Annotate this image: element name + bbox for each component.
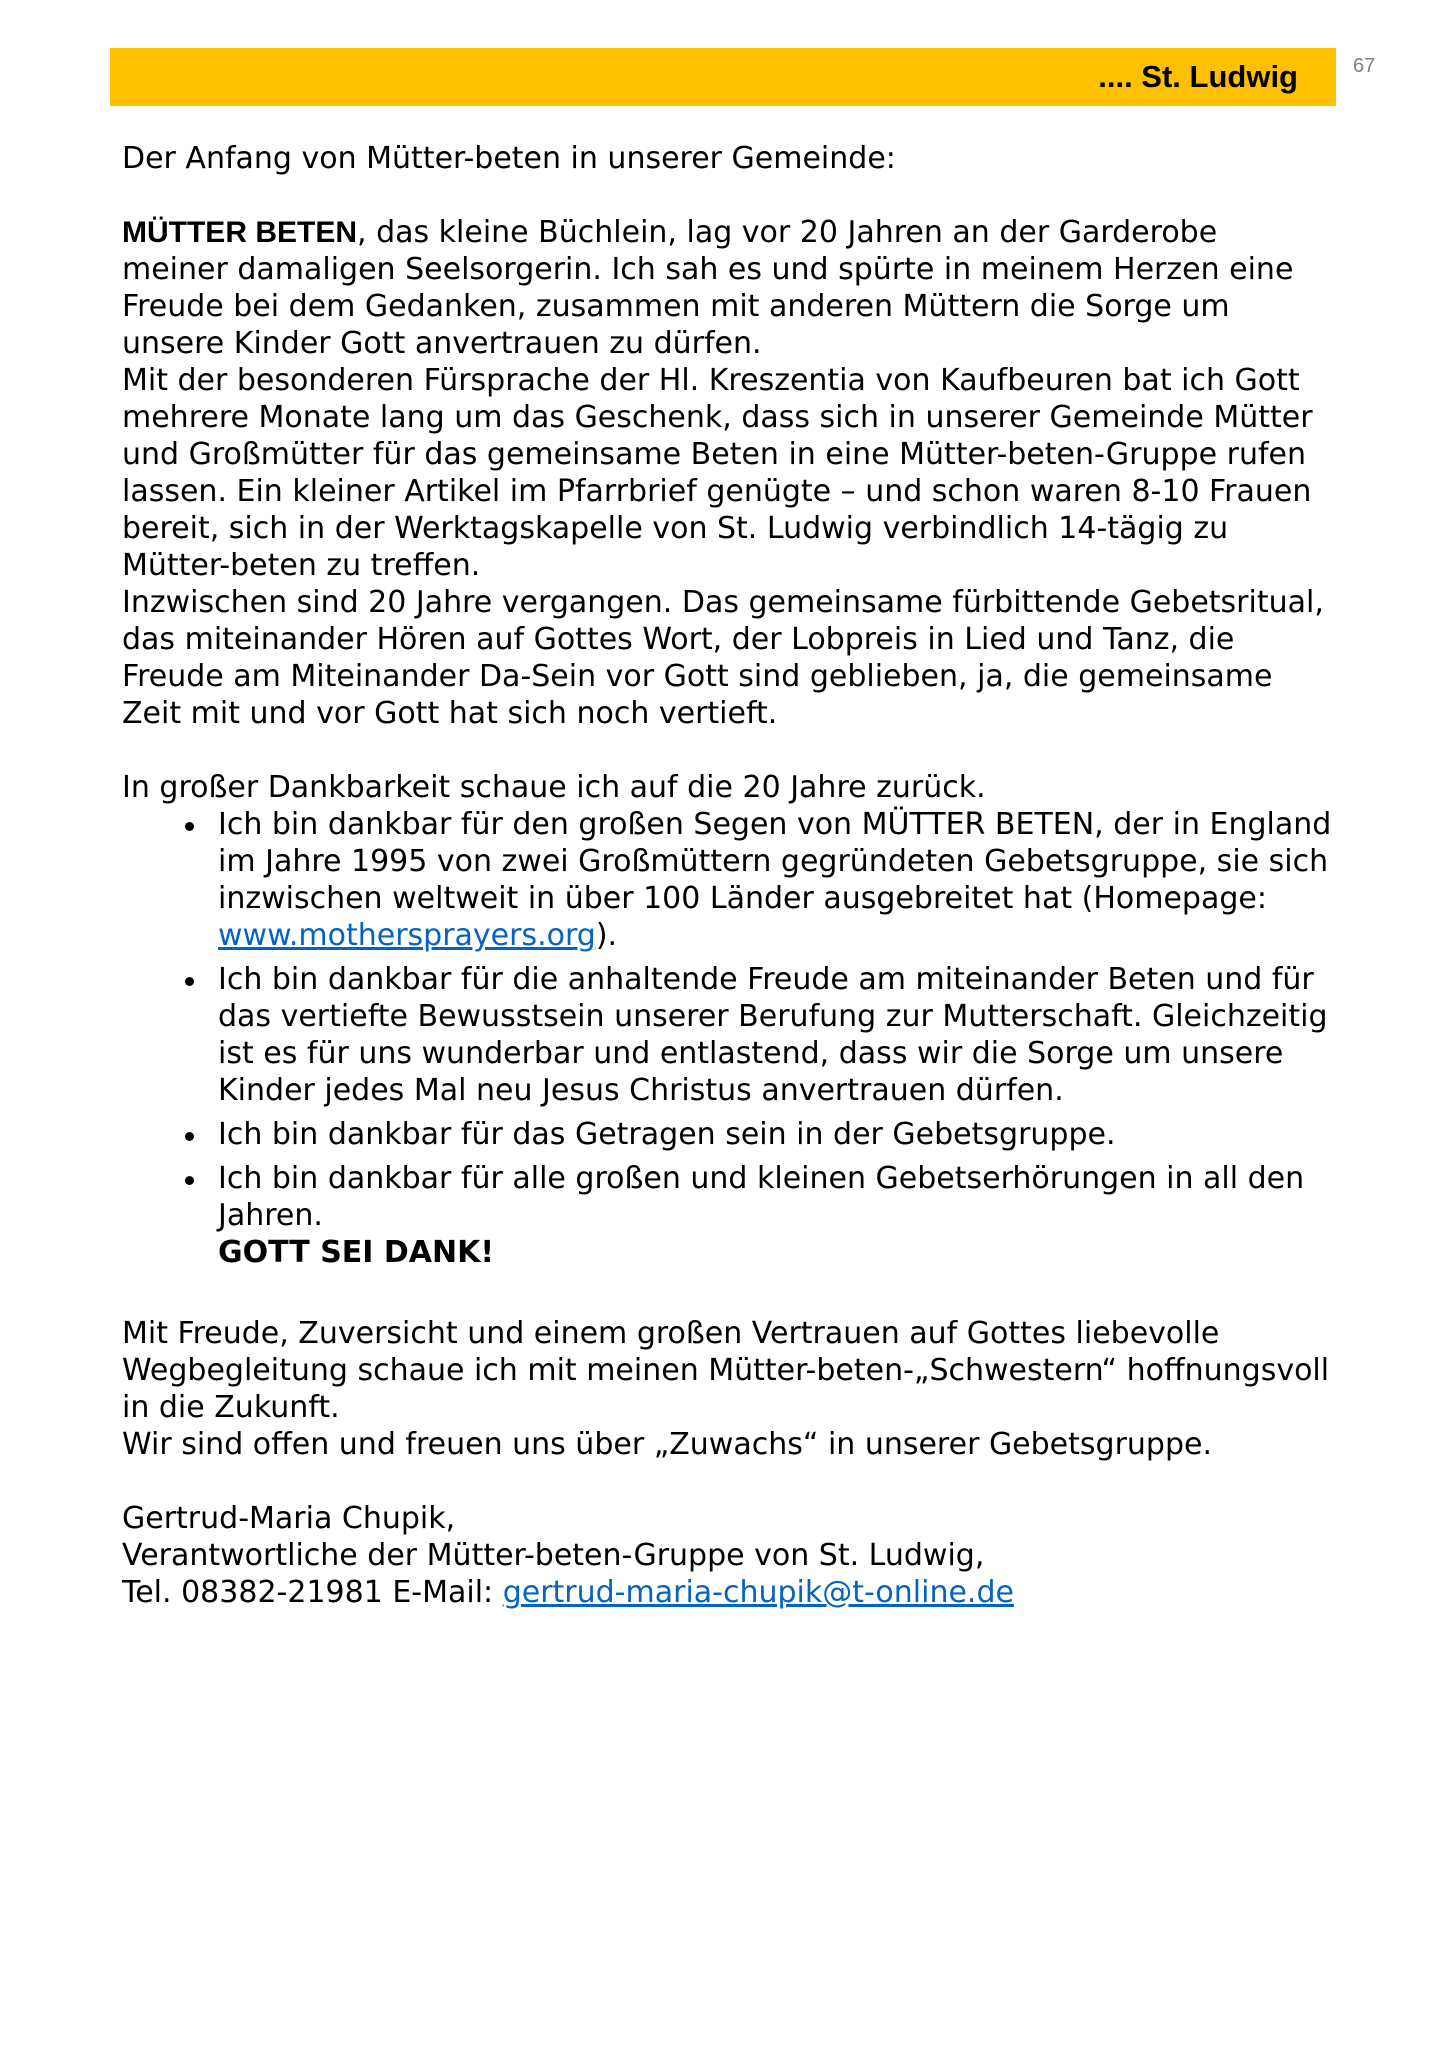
page-number: 67 (1353, 55, 1376, 77)
paragraph-5: Wir sind offen und freuen uns über „Zuwachs“ in unserer Gebetsgruppe. (122, 1427, 1213, 1462)
paragraph-2: Mit der besonderen Fürsprache der Hl. Kreszentia von Kaufbeuren bat ich Gott mehrere Monate lang um das Geschenk, dass sich in unserer Gemeinde Mütter und Großmütter für das gemeinsame Beten in eine Mütter-beten-Gruppe rufen lassen. Ein kleiner Artikel im Pfarrbrief genügte – und schon waren 8-10 Frauen bereit, sich in der Werktagskapelle von St. Ludwig verbindlich 14-tägig zu Mütter-beten zu treffen. (122, 363, 1313, 583)
thanks-list (122, 806, 1332, 1271)
bullet-3-text: Ich bin dankbar für das Getragen sein in der Gebetsgruppe. (218, 1117, 1116, 1152)
bullet-icon (185, 1132, 194, 1141)
bullet-1-text: Ich bin dankbar für den großen Segen von MÜTTER BETEN, der in England im Jahre 1995 von zwei Großmüttern gegründeten Gebetsgruppe, sie sich inzwischen weltweit in über 100 Länder ausgebreitet hat (Homepage: (218, 807, 1332, 916)
closing-exclamation: GOTT SEI DANK! (218, 1235, 495, 1270)
signature-role: Verantwortliche der Mütter-beten-Gruppe von St. Ludwig, (122, 1538, 985, 1573)
bullet-2-text: Ich bin dankbar für die anhaltende Freude am miteinander Beten und für das vertiefte Bewusstsein unserer Berufung zur Mutterschaft. Gleichzeitig ist es für uns wunderbar und entlastend, dass wir die Sorge um unsere Kinder jedes Mal neu Jesus Christus anvertrauen dürfen. (218, 962, 1328, 1108)
signature-contact (122, 1574, 1332, 1611)
bullet-icon (185, 822, 194, 831)
paragraph-3: Inzwischen sind 20 Jahre vergangen. Das gemeinsame fürbittende Gebetsritual, das miteinander Hören auf Gottes Wort, der Lobpreis in Lied und Tanz, die Freude am Miteinander Da-Sein vor Gott sind geblieben, ja, die gemeinsame Zeit mit und vor Gott hat sich noch vertieft. (122, 585, 1324, 731)
bullet-4-text: Ich bin dankbar für alle großen und kleinen Gebetserhörungen in all den Jahren. (218, 1161, 1305, 1233)
article-intro: Der Anfang von Mütter-beten in unserer Gemeinde: (122, 141, 896, 176)
bullet-1-end: ). (595, 918, 618, 953)
list-item (218, 961, 1332, 1109)
paragraph-1 (122, 214, 1332, 362)
header-title: .... St. Ludwig (1098, 59, 1298, 94)
paragraph-1-text: , das kleine Büchlein, lag vor 20 Jahren an der Garderobe meiner damaligen Seelsorgerin. Ich sah es und spürte in meinem Herzen eine Freude bei dem Gedanken, zusammen mit anderen Müttern die Sorge um unsere Kinder Gott anvertrauen zu dürfen. (122, 215, 1294, 361)
paragraph-4: Mit Freude, Zuversicht und einem großen Vertrauen auf Gottes liebevolle Wegbegleitung schaue ich mit meinen Mütter-beten-„Schwestern“ hoffnungsvoll in die Zukunft. (122, 1316, 1330, 1425)
homepage-link[interactable]: www.mothersprayers.org (218, 918, 596, 953)
list-item (218, 1160, 1332, 1271)
signature-name: Gertrud-Maria Chupik, (122, 1501, 456, 1536)
thanks-intro: In großer Dankbarkeit schaue ich auf die 20 Jahre zurück. (122, 770, 986, 805)
email-link[interactable]: gertrud-maria-chupik@t-online.de (502, 1575, 1014, 1610)
bullet-icon (185, 1176, 194, 1185)
spacer (122, 1278, 1332, 1315)
header-bar (110, 48, 1336, 106)
article-body (122, 140, 1332, 1611)
list-item (218, 806, 1332, 954)
spacer (122, 732, 1332, 769)
mutter-beten-bold: MÜTTER BETEN (122, 216, 357, 249)
bullet-icon (185, 977, 194, 986)
spacer (122, 1463, 1332, 1500)
spacer (122, 177, 1332, 214)
list-item (218, 1116, 1332, 1153)
signature-contact-text: Tel. 08382-21981 E-Mail: (122, 1575, 503, 1610)
